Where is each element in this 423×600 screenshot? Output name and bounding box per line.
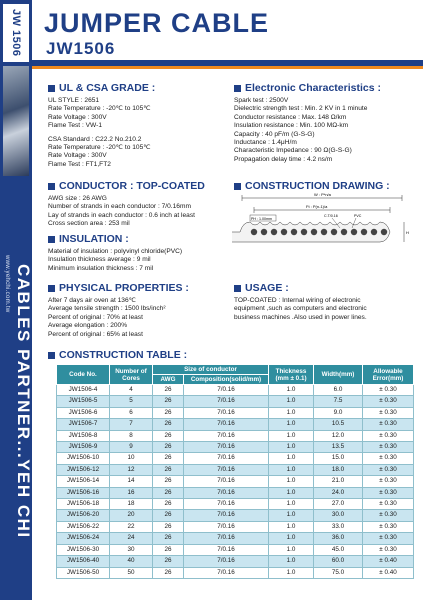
cell-code: JW1506-20 [57, 510, 110, 521]
cable-photo [3, 66, 29, 176]
cell-thick: 1.0 [269, 396, 314, 407]
table-body [57, 385, 414, 579]
cell-width: 13.5 [314, 442, 363, 453]
cell-code: JW1506-6 [57, 407, 110, 418]
table-row [57, 521, 414, 532]
product-code: JW 1506 [10, 9, 22, 57]
cell-width: 10.5 [314, 419, 363, 430]
cell-comp: 7/0.16 [184, 544, 269, 555]
cell-comp: 7/0.16 [184, 442, 269, 453]
cell-thick: 1.0 [269, 430, 314, 441]
table-row [57, 556, 414, 567]
cell-comp: 7/0.16 [184, 476, 269, 487]
spec-line: Material of insulation : polyvinyl chloride(PVC) [48, 248, 183, 255]
cell-thick: 1.0 [269, 442, 314, 453]
cell-code: JW1506-16 [57, 487, 110, 498]
usage-line: business machines .Also used in power lines. [234, 313, 367, 321]
cell-code: JW1506-12 [57, 464, 110, 475]
spec-line: Cross section area : 253 mil [48, 220, 130, 228]
table-row [57, 476, 414, 487]
header-accent-divider [32, 66, 423, 69]
cell-code: JW1506-22 [57, 521, 110, 532]
cell-thick: 1.0 [269, 499, 314, 510]
cell-err: ± 0.30 [363, 407, 414, 418]
cell-width: 36.0 [314, 533, 363, 544]
cell-comp: 7/0.16 [184, 453, 269, 464]
spec-line: UL STYLE : 2651 [48, 97, 100, 104]
cell-comp: 7/0.16 [184, 567, 269, 578]
electronic-section [234, 82, 381, 164]
cell-thick: 1.0 [269, 385, 314, 396]
drawing-label-h: H [406, 230, 409, 235]
spec-line: Minimum insulation thickness : 7 mil [48, 264, 154, 272]
cell-awg: 26 [153, 556, 184, 567]
cell-comp: 7/0.16 [184, 464, 269, 475]
col-header-size: Size of conductor [153, 365, 269, 375]
cell-awg: 26 [153, 521, 184, 532]
cell-err: ± 0.30 [363, 396, 414, 407]
cell-awg: 26 [153, 453, 184, 464]
cell-cores: 16 [110, 487, 153, 498]
cell-cores: 24 [110, 533, 153, 544]
drawing-label-ph: PH : 1.00mm [251, 217, 272, 221]
conductor-section [48, 180, 205, 229]
spec-line: Conductor resistance : Max. 148 Ω/km [234, 113, 347, 121]
col-header-awg: AWG [153, 375, 184, 385]
cell-code: JW1506-8 [57, 430, 110, 441]
cell-err: ± 0.30 [363, 487, 414, 498]
usage-line: TOP-COATED : Internal wiring of electronic [234, 297, 361, 304]
cell-code: JW1506-14 [57, 476, 110, 487]
cell-width: 30.0 [314, 510, 363, 521]
table-row [57, 453, 414, 464]
cell-comp: 7/0.16 [184, 521, 269, 532]
cell-thick: 1.0 [269, 533, 314, 544]
cell-awg: 26 [153, 407, 184, 418]
cell-thick: 1.0 [269, 476, 314, 487]
cell-width: 24.0 [314, 487, 363, 498]
product-code-tab [3, 4, 29, 62]
table-row [57, 407, 414, 418]
cell-err: ± 0.40 [363, 567, 414, 578]
cell-err: ± 0.30 [363, 430, 414, 441]
cell-thick: 1.0 [269, 453, 314, 464]
table-row [57, 419, 414, 430]
cell-width: 18.0 [314, 464, 363, 475]
cell-err: ± 0.30 [363, 453, 414, 464]
cell-awg: 26 [153, 487, 184, 498]
cell-code: JW1506-4 [57, 385, 110, 396]
cell-cores: 10 [110, 453, 153, 464]
col-header-error: Allowable Error(mm) [363, 365, 414, 385]
cell-width: 75.0 [314, 567, 363, 578]
col-header-width: Width(mm) [314, 365, 363, 385]
cell-code: JW1506-50 [57, 567, 110, 578]
cell-comp: 7/0.16 [184, 533, 269, 544]
website-url[interactable]: www.yehchi.com.tw [4, 255, 10, 313]
spec-line: Rate Temperature : -20℃ to 105℃ [48, 144, 151, 152]
cell-width: 6.0 [314, 385, 363, 396]
cell-width: 7.5 [314, 396, 363, 407]
cell-width: 9.0 [314, 407, 363, 418]
conductor-heading: CONDUCTOR : TOP-COATED [59, 180, 205, 192]
cell-comp: 7/0.16 [184, 385, 269, 396]
spec-line: Rate Temperature : -20℃ to 105℃ [48, 105, 151, 113]
cell-width: 45.0 [314, 544, 363, 555]
bullet-square-icon [48, 352, 55, 359]
cell-awg: 26 [153, 533, 184, 544]
cell-width: 27.0 [314, 499, 363, 510]
drawing-heading: CONSTRUCTION DRAWING : [245, 180, 390, 192]
ul-csa-heading: UL & CSA GRADE : [59, 82, 156, 94]
cell-err: ± 0.30 [363, 419, 414, 430]
drawing-label-pvc: PVC [354, 214, 362, 218]
cell-awg: 26 [153, 442, 184, 453]
construction-table [56, 364, 414, 579]
cell-thick: 1.0 [269, 556, 314, 567]
spec-line: Dielectric strength test : Min. 2 KV in 1 minute [234, 105, 368, 113]
cell-cores: 9 [110, 442, 153, 453]
cell-err: ± 0.30 [363, 476, 414, 487]
construction-drawing [232, 188, 410, 258]
cell-awg: 26 [153, 544, 184, 555]
page-title: JUMPER CABLE [44, 8, 270, 38]
cell-err: ± 0.40 [363, 556, 414, 567]
cell-comp: 7/0.16 [184, 510, 269, 521]
electronic-heading: Electronic Characteristics : [245, 82, 381, 94]
table-heading: CONSTRUCTION TABLE : [59, 349, 188, 361]
cell-awg: 26 [153, 385, 184, 396]
drawing-label-ct: C.T/0.16 [324, 214, 338, 218]
col-header-code: Code No. [57, 365, 110, 385]
spec-line: Average elongation : 200% [48, 322, 128, 330]
usage-heading: USAGE : [245, 282, 289, 294]
cell-thick: 1.0 [269, 419, 314, 430]
spec-line: Spark test : 2500V [234, 97, 289, 104]
col-header-thickness: Thickness (mm ± 0.1) [269, 365, 314, 385]
cell-cores: 18 [110, 499, 153, 510]
spec-line: Lay of strands in each conductor : 0.6 inch at least [48, 211, 195, 219]
cell-code: JW1506-30 [57, 544, 110, 555]
cell-cores: 20 [110, 510, 153, 521]
bullet-square-icon [48, 285, 55, 292]
table-row [57, 510, 414, 521]
cell-awg: 26 [153, 430, 184, 441]
cell-width: 33.0 [314, 521, 363, 532]
table-section [48, 349, 187, 364]
cell-comp: 7/0.16 [184, 419, 269, 430]
cell-code: JW1506-18 [57, 499, 110, 510]
cell-cores: 8 [110, 430, 153, 441]
insulation-heading: INSULATION : [59, 233, 129, 245]
cell-awg: 26 [153, 476, 184, 487]
cell-comp: 7/0.16 [184, 430, 269, 441]
spec-line: AWG size : 26 AWG [48, 195, 107, 202]
spec-line: Flame Test : VW-1 [48, 122, 102, 130]
drawing-label-ft: Ft : P(n-1)/a [306, 204, 328, 209]
cell-code: JW1506-10 [57, 453, 110, 464]
bullet-square-icon [234, 285, 241, 292]
cell-thick: 1.0 [269, 567, 314, 578]
bullet-square-icon [48, 183, 55, 190]
construction-table-wrap [56, 364, 414, 579]
cell-awg: 26 [153, 464, 184, 475]
sidebar [0, 0, 32, 600]
cell-cores: 40 [110, 556, 153, 567]
cell-err: ± 0.30 [363, 464, 414, 475]
spec-line: After 7 days air oven at 136℃ [48, 297, 137, 304]
spec-line: Propagation delay time : 4.2 ns/m [234, 155, 333, 163]
cell-comp: 7/0.16 [184, 556, 269, 567]
spec-line: Number of strands in each conductor : 7/0.16mm [48, 203, 191, 211]
cell-code: JW1506-5 [57, 396, 110, 407]
cell-code: JW1506-7 [57, 419, 110, 430]
ul-csa-section [48, 82, 155, 169]
cell-awg: 26 [153, 510, 184, 521]
spec-line: Inductance : 1.4μH/m [234, 139, 297, 147]
physical-heading: PHYSICAL PROPERTIES : [59, 282, 189, 294]
cell-cores: 14 [110, 476, 153, 487]
cell-err: ± 0.30 [363, 385, 414, 396]
cell-width: 21.0 [314, 476, 363, 487]
spec-line: Flame Test : FT1,FT2 [48, 160, 111, 168]
spec-line: Average tensile strength : 1500 lbs/inch² [48, 305, 166, 313]
usage-section [234, 282, 367, 322]
cell-comp: 7/0.16 [184, 396, 269, 407]
cell-thick: 1.0 [269, 464, 314, 475]
bullet-square-icon [48, 236, 55, 243]
table-row [57, 499, 414, 510]
cell-cores: 5 [110, 396, 153, 407]
table-row [57, 385, 414, 396]
physical-section [48, 282, 189, 339]
usage-line: equipment ,such as computers and electronic [234, 305, 367, 313]
cell-cores: 6 [110, 407, 153, 418]
cell-thick: 1.0 [269, 521, 314, 532]
col-header-cores: Number of Cores [110, 365, 153, 385]
table-row [57, 544, 414, 555]
cell-width: 60.0 [314, 556, 363, 567]
table-row [57, 487, 414, 498]
insulation-section [48, 233, 182, 273]
table-row [57, 533, 414, 544]
spec-line: Characteristic Impedance : 90 Ω(G-S-G) [234, 147, 352, 155]
cell-cores: 4 [110, 385, 153, 396]
cell-err: ± 0.30 [363, 499, 414, 510]
cell-comp: 7/0.16 [184, 487, 269, 498]
cell-code: JW1506-40 [57, 556, 110, 567]
cell-code: JW1506-24 [57, 533, 110, 544]
cell-thick: 1.0 [269, 487, 314, 498]
cell-cores: 50 [110, 567, 153, 578]
spec-line: Insulation resistance : Min. 100 MΩ-km [234, 122, 349, 130]
cell-err: ± 0.30 [363, 521, 414, 532]
cell-thick: 1.0 [269, 544, 314, 555]
cell-err: ± 0.30 [363, 442, 414, 453]
cell-cores: 7 [110, 419, 153, 430]
cell-err: ± 0.30 [363, 510, 414, 521]
model-number: JW1506 [46, 39, 116, 58]
cell-awg: 26 [153, 419, 184, 430]
cell-awg: 26 [153, 567, 184, 578]
cell-cores: 22 [110, 521, 153, 532]
spec-line: Rate Voltage : 300V [48, 113, 107, 121]
table-row [57, 396, 414, 407]
spec-line: Rate Voltage : 300V [48, 152, 107, 160]
cell-comp: 7/0.16 [184, 499, 269, 510]
table-row [57, 567, 414, 578]
table-row [57, 442, 414, 453]
table-row [57, 464, 414, 475]
cell-cores: 12 [110, 464, 153, 475]
spec-line: Insulation thickness average : 9 mil [48, 256, 151, 264]
cell-width: 15.0 [314, 453, 363, 464]
spec-line: Percent of original : 70% at least [48, 313, 143, 321]
cell-awg: 26 [153, 499, 184, 510]
bullet-square-icon [234, 85, 241, 92]
cell-thick: 1.0 [269, 407, 314, 418]
brand-slogan: CABLES PARTNER...YEH CHI [14, 264, 33, 539]
table-row [57, 430, 414, 441]
cell-width: 12.0 [314, 430, 363, 441]
spec-line: Percent of original : 65% at least [48, 330, 143, 338]
spec-line: CSA Standard : C22.2 No.210.2 [48, 135, 142, 143]
cell-awg: 26 [153, 396, 184, 407]
cell-cores: 30 [110, 544, 153, 555]
cell-code: JW1506-9 [57, 442, 110, 453]
cell-thick: 1.0 [269, 510, 314, 521]
cell-err: ± 0.30 [363, 533, 414, 544]
spec-line: Capacity : 40 pF/m (G-S-G) [234, 130, 315, 138]
cell-comp: 7/0.16 [184, 407, 269, 418]
col-header-composition: Composition(solid/mm) [184, 375, 269, 385]
bullet-square-icon [48, 85, 55, 92]
cell-err: ± 0.30 [363, 544, 414, 555]
drawing-label-w: W : P*n/a [314, 192, 331, 197]
